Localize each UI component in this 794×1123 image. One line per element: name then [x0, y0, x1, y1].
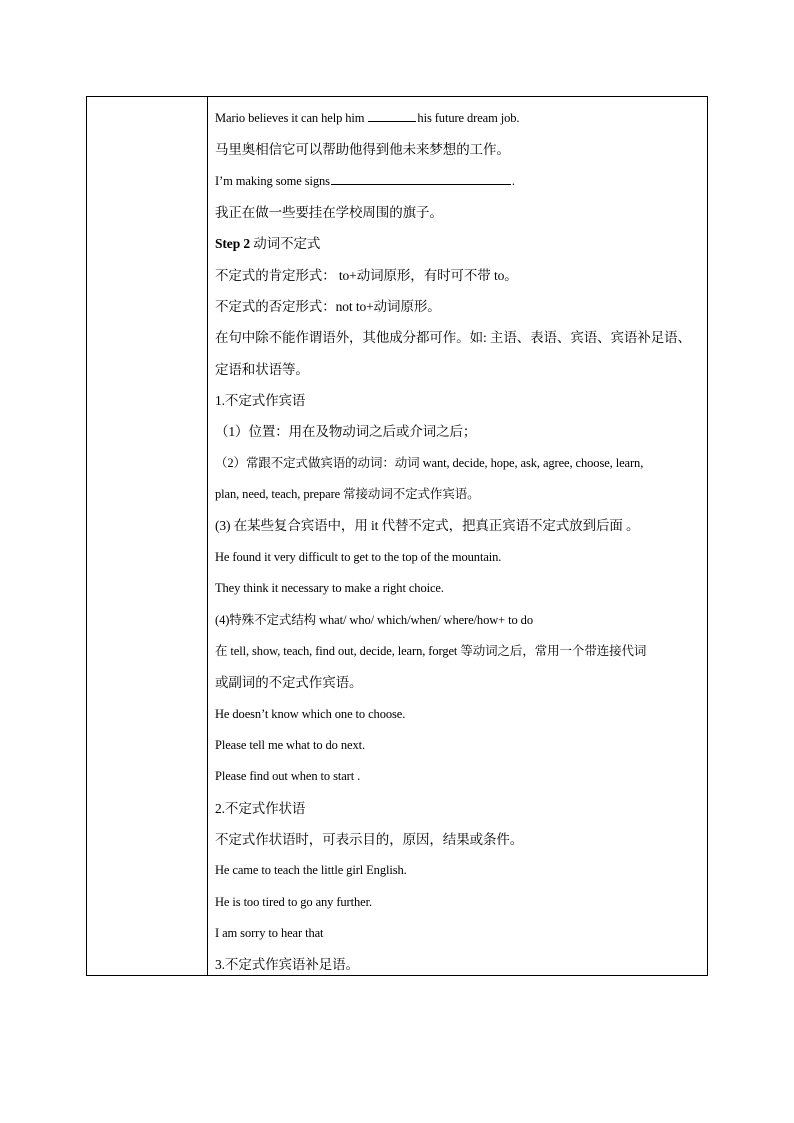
fill-in-blank[interactable]	[368, 109, 416, 122]
section-heading: 1.不定式作宾语	[215, 393, 306, 409]
step-label: Step 2	[215, 236, 251, 252]
table-left-cell	[87, 97, 208, 975]
text-line: 不定式作状语时，可表示目的，原因，结果或条件。	[215, 831, 524, 847]
example-sentence: He is too tired to go any further.	[215, 894, 372, 909]
example-sentence: He found it very difficult to get to the top of the mountain.	[215, 549, 502, 564]
text-line: 不定式的否定形式：not to+动词原形。	[215, 299, 441, 315]
example-sentence: He doesn’t know which one to choose.	[215, 706, 406, 721]
text-line: （2）常跟不定式做宾语的动词：动词 want, decide, hope, ask, agree, choose, learn,	[215, 455, 644, 470]
section-heading: 2.不定式作状语	[215, 800, 306, 816]
text-line	[215, 166, 703, 197]
table-right-cell	[208, 97, 707, 975]
example-sentence: Please find out when to start .	[215, 769, 361, 784]
section-heading: 3.不定式作宾语补足语。	[215, 957, 359, 973]
text-line	[215, 103, 703, 134]
example-sentence: He came to teach the little girl English.	[215, 863, 407, 878]
sentence-part: .	[511, 173, 515, 188]
text-line: 马里奥相信它可以帮助他得到他未来梦想的工作。	[215, 142, 510, 158]
sentence-part: Mario believes it can help him	[215, 111, 368, 125]
example-sentence: They think it necessary to make a right choice.	[215, 581, 444, 596]
step-heading	[215, 228, 703, 259]
text-line: 在 tell, show, teach, find out, decide, learn, forget 等动词之后，常用一个带连接代词	[215, 643, 647, 658]
step-title: 动词不定式	[250, 236, 321, 252]
fill-in-blank[interactable]	[331, 172, 511, 185]
text-line: 定语和状语等。	[215, 361, 309, 377]
text-line: (3) 在某些复合宾语中，用 it 代替不定式，把真正宾语不定式放到后面 。	[215, 518, 640, 534]
text-line: plan, need, teach, prepare 常接动词不定式作宾语。	[215, 487, 480, 502]
sentence-part: I’m making some signs	[215, 173, 330, 188]
sentence-part: his future dream job.	[417, 111, 520, 125]
text-line: 我正在做一些要挂在学校周围的旗子。	[215, 205, 443, 221]
example-sentence: I am sorry to hear that	[215, 925, 324, 940]
text-line: 在句中除不能作谓语外，其他成分都可作。如: 主语、表语、宾语、宾语补足语、	[215, 330, 691, 346]
content-table	[86, 96, 708, 976]
text-line: (4)特殊不定式结构 what/ who/ which/when/ where/how+ to do	[215, 612, 533, 627]
text-line: 不定式的肯定形式： to+动词原形，有时可不带 to。	[215, 267, 518, 283]
text-line: （1）位置：用在及物动词之后或介词之后；	[215, 424, 477, 440]
example-sentence: Please tell me what to do next.	[215, 737, 365, 752]
text-line: 或副词的不定式作宾语。	[215, 675, 363, 691]
